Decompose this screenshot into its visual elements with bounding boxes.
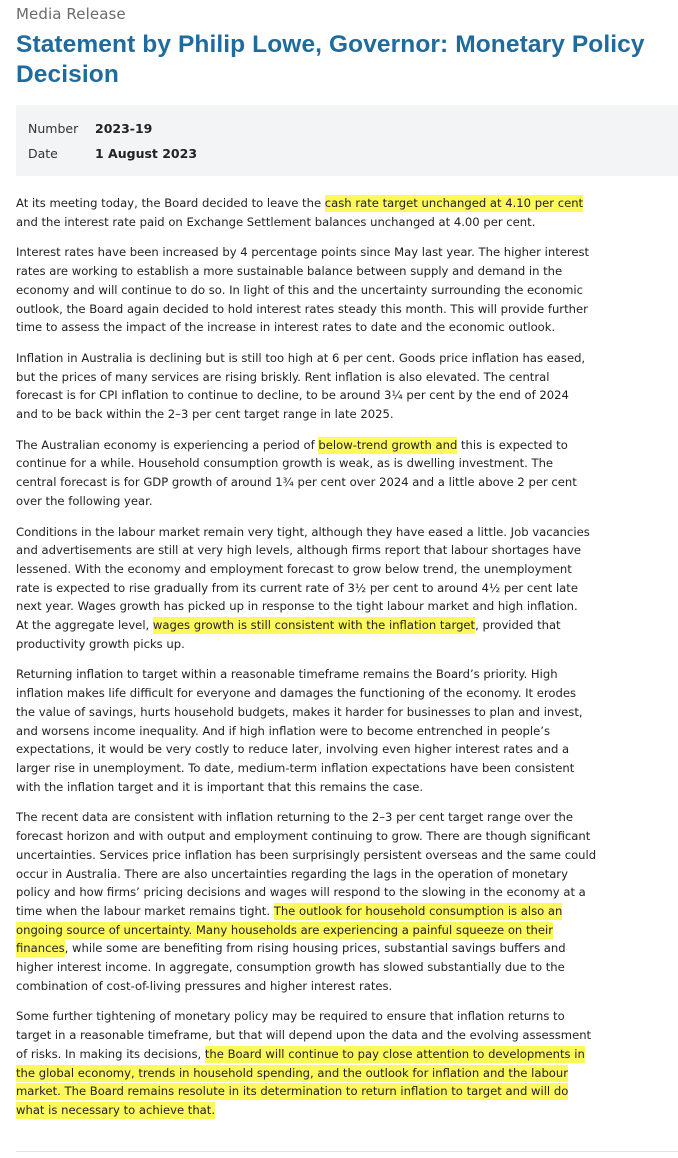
page-title bbox=[16, 30, 676, 90]
page-title-line-1: Statement by Philip Lowe, Governor: Monetary Policy bbox=[16, 31, 645, 58]
text-segment: , while some are benefiting from rising housing prices, substantial savings buffers and bbox=[64, 941, 566, 956]
paragraph-line bbox=[16, 1064, 568, 1083]
text-segment: lessened. With the economy and employment forecast to grow below trend, the unemployment bbox=[16, 561, 572, 576]
paragraph-line bbox=[16, 1082, 568, 1101]
paragraph-line bbox=[16, 436, 568, 455]
text-segment: rates are working to establish a more sustainable balance between supply and demand in the bbox=[16, 264, 563, 279]
text-segment: Inflation in Australia is declining but is still too high at 6 per cent. Goods price inflation has eased, bbox=[16, 350, 586, 365]
statement-paragraph bbox=[16, 665, 583, 796]
text-segment: time when the labour market remains tight. bbox=[16, 903, 274, 918]
paragraph-line bbox=[16, 759, 575, 778]
paragraph-line bbox=[16, 635, 568, 654]
text-segment: The recent data are consistent with inflation returning to the 2–3 per cent target range over the bbox=[16, 810, 574, 825]
paragraph-line bbox=[16, 958, 568, 977]
statement-paragraph bbox=[16, 808, 597, 995]
highlighted-text: ongoing source of uncertainty. Many households are experiencing a painful squeeze on their bbox=[16, 922, 553, 937]
paragraph-line bbox=[16, 616, 568, 635]
paragraph-line bbox=[16, 977, 568, 996]
text-segment: rate is expected to rise gradually from its current rate of 3½ per cent to around 4½ per cent late bbox=[16, 580, 578, 595]
text-segment: higher interest income. In aggregate, consumption growth has slowed substantially due to the bbox=[16, 960, 565, 975]
content-type-label: Media Release bbox=[16, 5, 126, 23]
text-segment: and to be back within the 2–3 per cent target range in late 2025. bbox=[16, 407, 394, 422]
paragraph-line bbox=[16, 684, 577, 703]
page-title-line-2: Decision bbox=[16, 61, 119, 88]
highlighted-text: market. The Board remains resolute in its determination to return inflation to target and will do bbox=[16, 1084, 569, 1099]
paragraph-line bbox=[16, 1026, 592, 1045]
text-segment: The Australian economy is experiencing a period of bbox=[16, 437, 319, 452]
paragraph-line bbox=[16, 300, 588, 319]
paragraph-line bbox=[16, 722, 568, 741]
paragraph-line bbox=[16, 902, 568, 921]
text-segment: target in a reasonable timeframe, but that will depend upon the data and the evolving assessment bbox=[16, 1028, 592, 1043]
paragraph-line bbox=[16, 1045, 585, 1064]
paragraph-line bbox=[16, 740, 568, 759]
text-segment: the value of savings, hurts household budgets, makes it harder for businesses to plan and invest, bbox=[16, 704, 583, 719]
text-segment: Conditions in the labour market remain very tight, although they have eased a little. Job vacancies bbox=[16, 524, 590, 539]
paragraph-line bbox=[16, 262, 568, 281]
highlighted-text: The outlook for household consumption is also an bbox=[273, 903, 563, 918]
paragraph-line bbox=[16, 827, 591, 846]
text-segment: , provided that bbox=[475, 618, 561, 633]
highlighted-text: cash rate target unchanged at 4.10 per cent bbox=[324, 196, 584, 210]
text-segment: uncertainties. Services price inflation has been surprisingly persistent overseas and the same could bbox=[16, 847, 597, 862]
paragraph-line bbox=[16, 939, 568, 958]
highlighted-text: below-trend growth and bbox=[318, 437, 458, 452]
paragraph-line bbox=[16, 541, 582, 560]
paragraph-line bbox=[16, 703, 583, 722]
text-segment: but the prices of many services are rising briskly. Rent inflation is also elevated. The central bbox=[16, 369, 550, 384]
text-segment: expectations, it would be very costly to reduce later, involving even higher interest rates and a bbox=[16, 742, 570, 757]
paragraph-line bbox=[16, 778, 568, 797]
text-segment: At the aggregate level, bbox=[16, 618, 153, 633]
statement-paragraph bbox=[16, 194, 584, 231]
statement-paragraph bbox=[16, 1007, 592, 1119]
paragraph-line bbox=[16, 492, 568, 511]
paragraph-line bbox=[16, 473, 577, 492]
paragraph-line bbox=[16, 386, 568, 405]
highlighted-text: what is necessary to achieve that. bbox=[16, 1102, 216, 1117]
statement-body bbox=[16, 194, 597, 1132]
bottom-divider bbox=[16, 1151, 678, 1152]
text-segment: forecast horizon and with output and employment continuing to grow. There are though significant bbox=[16, 829, 591, 844]
paragraph-line bbox=[16, 865, 568, 884]
text-segment: next year. Wages growth has picked up in response to the tight labour market and high inflation. bbox=[16, 599, 578, 614]
text-segment: time to assess the impact of the increase in interest rates to date and the economic outlook. bbox=[16, 320, 556, 335]
paragraph-line bbox=[16, 846, 597, 865]
paragraph-line bbox=[16, 579, 578, 598]
text-segment: forecast is for CPI inflation to continue to decline, to be around 3¼ per cent by the end of 2024 bbox=[16, 388, 569, 403]
text-segment: larger rise in unemployment. To date, medium-term inflation expectations have been consistent bbox=[16, 760, 575, 775]
text-segment: productivity growth picks up. bbox=[16, 636, 185, 651]
statement-paragraph bbox=[16, 436, 577, 511]
paragraph-line bbox=[16, 213, 568, 232]
text-segment: combination of cost-of-living pressures and higher interest rates. bbox=[16, 978, 393, 993]
text-segment: inflation makes life difficult for everyone and damages the functioning of the economy. It erodes bbox=[16, 686, 577, 701]
text-segment: economy and will continue to do so. In light of this and the uncertainty surrounding the economic bbox=[16, 282, 583, 297]
text-segment: Interest rates have been increased by 4 percentage points since May last year. The higher interest bbox=[16, 245, 590, 260]
text-segment: with the inflation target and it is important that this remains the case. bbox=[16, 779, 424, 794]
paragraph-line bbox=[16, 808, 574, 827]
release-date-value: 1 August 2023 bbox=[95, 146, 198, 161]
statement-paragraph bbox=[16, 349, 586, 424]
statement-paragraph bbox=[16, 243, 590, 337]
text-segment: and the interest rate paid on Exchange Settlement balances unchanged at 4.00 per cent. bbox=[16, 214, 536, 229]
release-number-value: 2023-19 bbox=[95, 121, 153, 136]
highlighted-text: the Board will continue to pay close attention to developments in bbox=[204, 1046, 585, 1061]
paragraph-line bbox=[16, 405, 568, 424]
text-segment: central forecast is for GDP growth of around 1¾ per cent over 2024 and a little above 2 per cent bbox=[16, 475, 577, 490]
text-segment: and advertisements are still at very high levels, although firms report that labour shortages have bbox=[16, 543, 582, 558]
text-segment: At its meeting today, the Board decided to leave the bbox=[16, 196, 325, 210]
text-segment: this is expected to bbox=[457, 437, 568, 452]
text-segment: of risks. In making its decisions, bbox=[16, 1046, 205, 1061]
paragraph-line bbox=[16, 1007, 568, 1026]
paragraph-line bbox=[16, 665, 568, 684]
paragraph-line bbox=[16, 349, 586, 368]
highlighted-text: the global economy, trends in household spending, and the outlook for inflation and the labour bbox=[16, 1065, 569, 1080]
paragraph-line bbox=[16, 883, 586, 902]
text-segment: and worsens income inequality. And if high inflation were to become entrenched in people’s bbox=[16, 723, 550, 738]
text-segment: Some further tightening of monetary policy may be required to ensure that inflation returns to bbox=[16, 1009, 565, 1024]
paragraph-line bbox=[16, 318, 568, 337]
highlighted-text: wages growth is still consistent with the inflation target bbox=[152, 618, 476, 633]
paragraph-line bbox=[16, 597, 578, 616]
paragraph-line bbox=[16, 560, 572, 579]
text-segment: policy and how firms’ pricing decisions and wages will respond to the slowing in the economy at a bbox=[16, 885, 586, 900]
release-number-label: Number bbox=[28, 121, 79, 136]
release-metadata-box bbox=[16, 105, 678, 176]
paragraph-line bbox=[16, 194, 584, 213]
paragraph-line bbox=[16, 368, 568, 387]
paragraph-line bbox=[16, 454, 568, 473]
statement-paragraph bbox=[16, 523, 590, 654]
paragraph-line bbox=[16, 523, 590, 542]
text-segment: occur in Australia. There are also uncertainties regarding the lags in the operation of monetary bbox=[16, 866, 568, 881]
text-segment: Returning inflation to target within a reasonable timeframe remains the Board’s priority. High bbox=[16, 667, 558, 682]
release-date-label: Date bbox=[28, 146, 58, 161]
text-segment: over the following year. bbox=[16, 493, 153, 508]
paragraph-line bbox=[16, 921, 568, 940]
paragraph-line bbox=[16, 281, 583, 300]
highlighted-text: finances bbox=[16, 941, 65, 956]
paragraph-line bbox=[16, 243, 590, 262]
text-segment: continue for a while. Household consumption growth is weak, as is dwelling investment. The bbox=[16, 456, 554, 471]
paragraph-line bbox=[16, 1101, 568, 1120]
text-segment: outlook, the Board again decided to hold interest rates steady this month. This will provide further bbox=[16, 301, 588, 316]
